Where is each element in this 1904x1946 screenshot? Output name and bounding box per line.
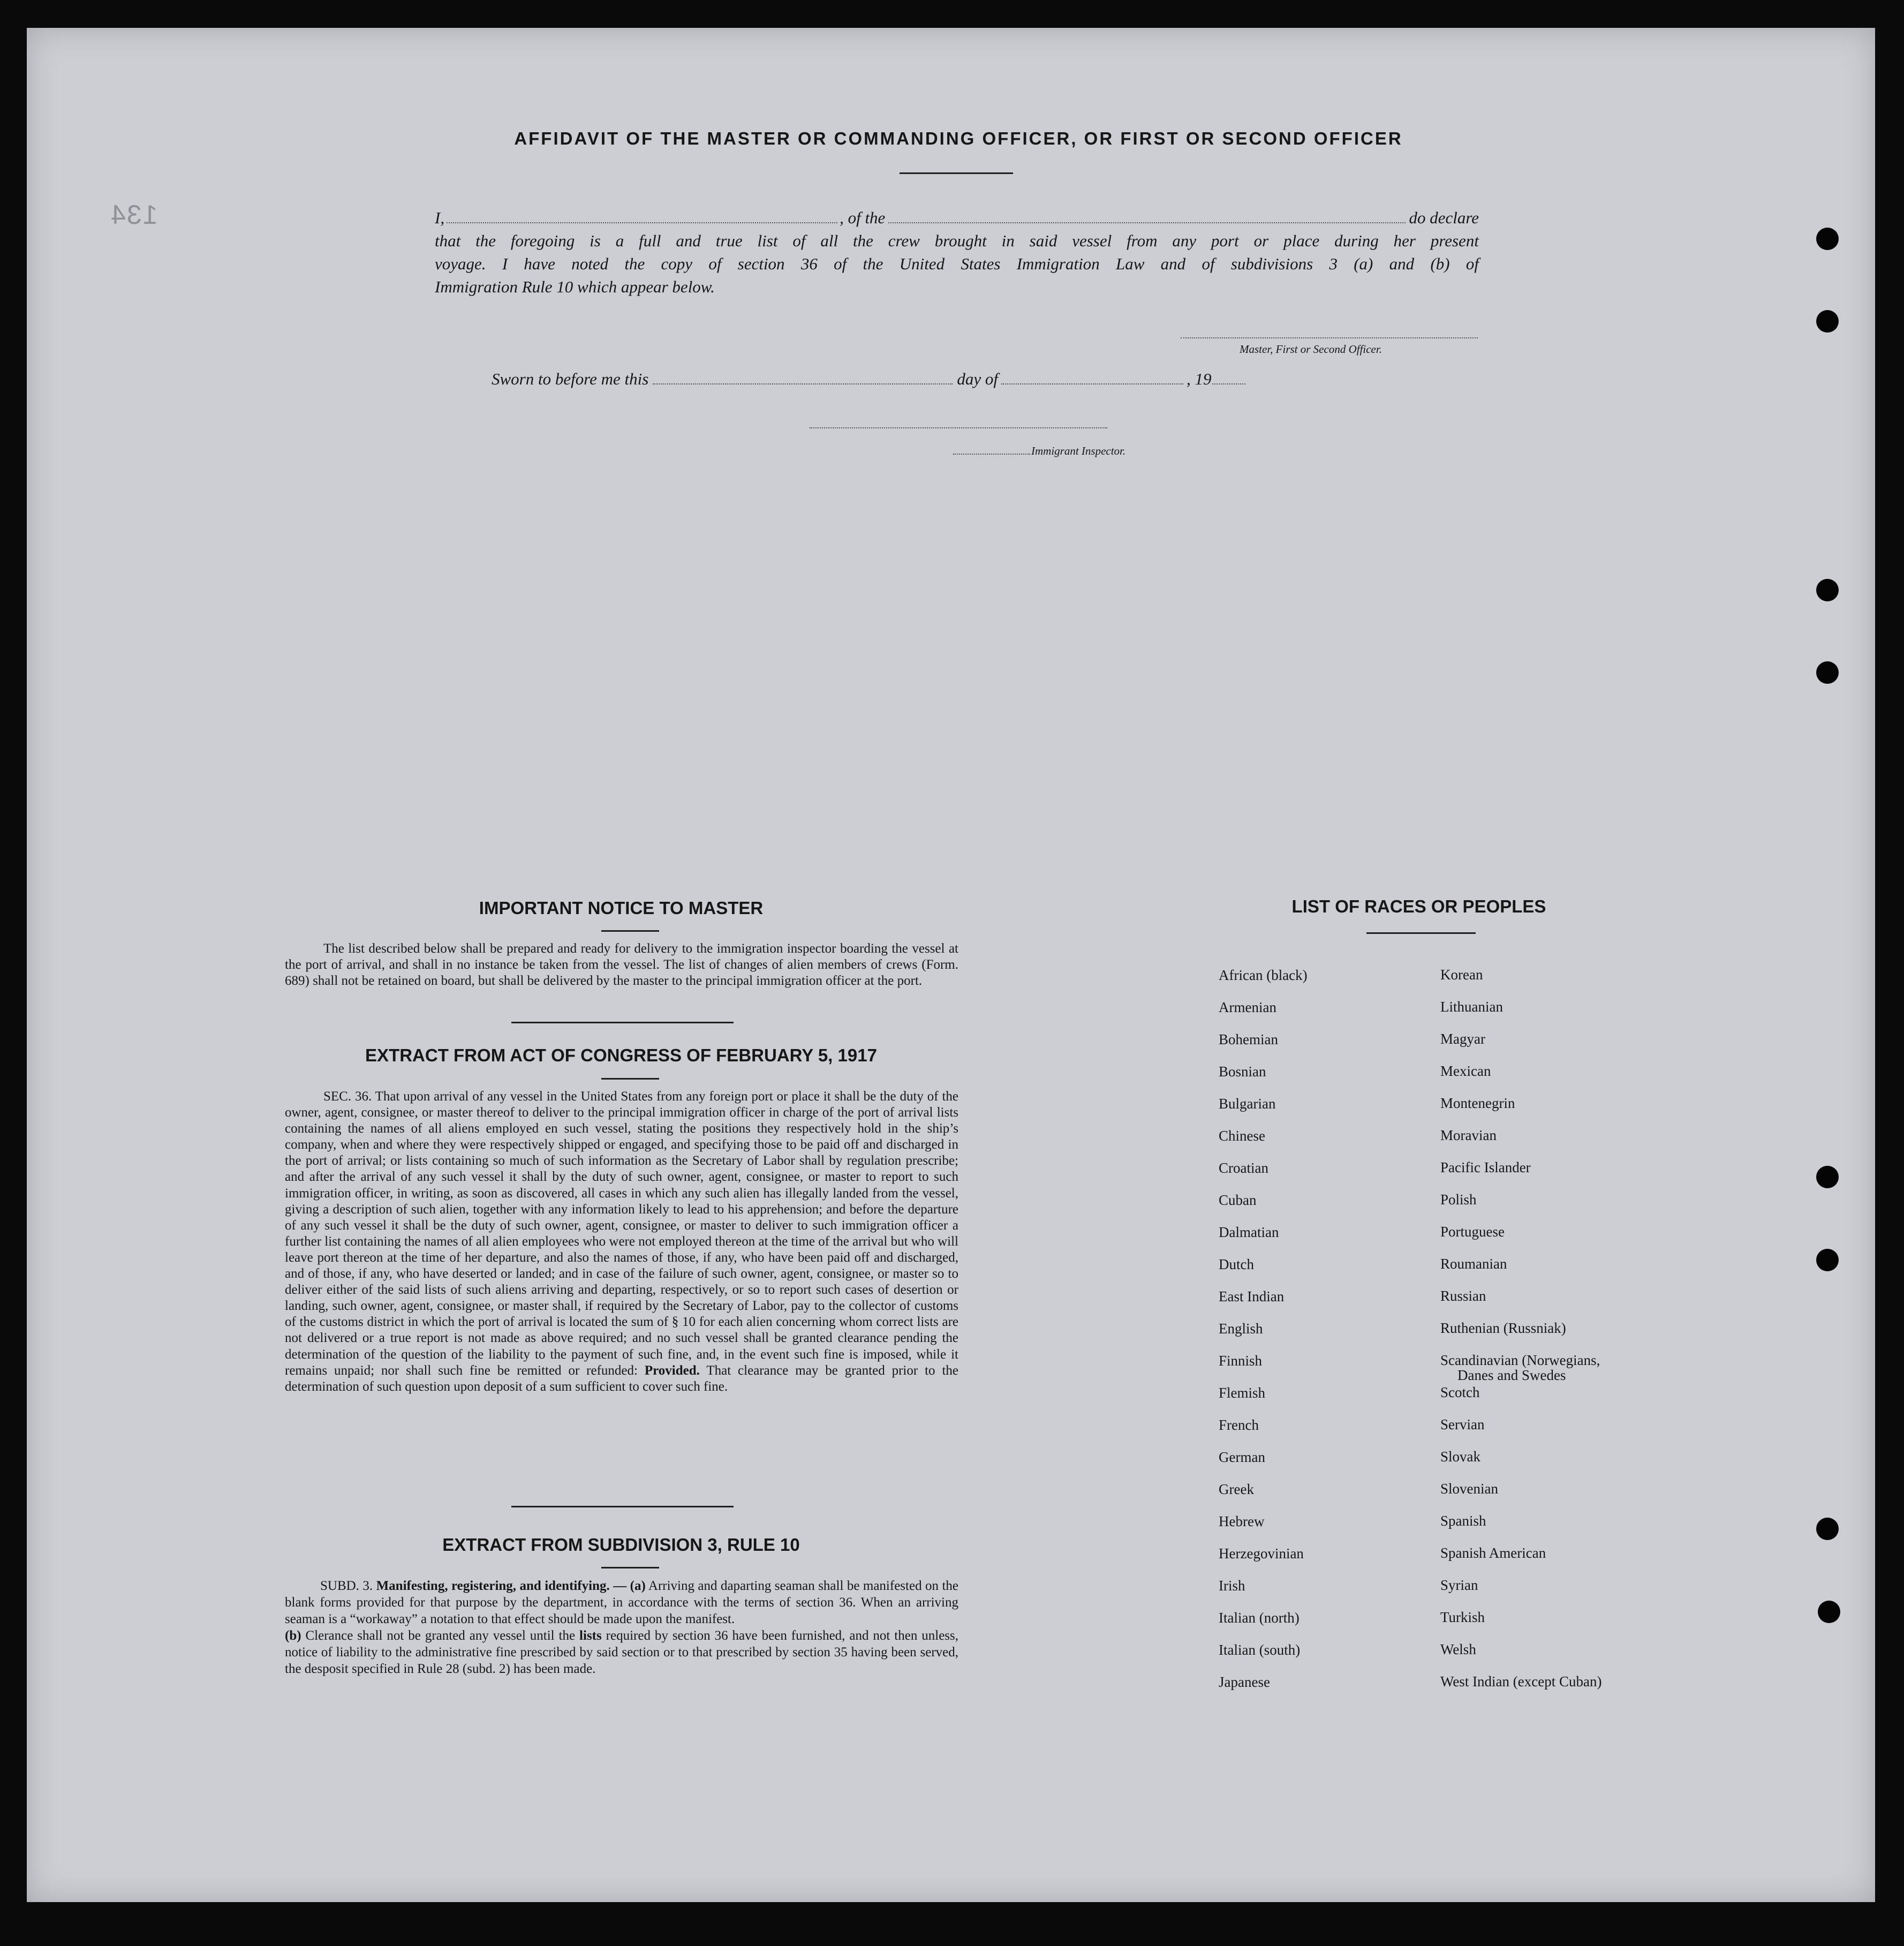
race-item: Irish (1219, 1578, 1245, 1594)
rule-subd-b (285, 1627, 958, 1677)
year-blank[interactable] (1212, 383, 1245, 384)
subd-b-text2: required by section 36 have been furnished, and not then unless, notice of liability to the administrative fine prescribed by said section or to that prescribed by section 35 having been served, the desposit specified in Rule 28 (subd. 2) has been made. (285, 1628, 959, 1676)
race-item: Croatian (1219, 1160, 1268, 1176)
race-item: African (black) (1219, 967, 1308, 983)
punch-hole (1816, 228, 1839, 250)
race-item: Turkish (1440, 1609, 1485, 1625)
race-item: Bulgarian (1219, 1096, 1276, 1112)
race-item: Montenegrin (1440, 1095, 1515, 1111)
affidavit-line3: voyage. I have noted the copy of section 36 of the United States Immigration Law and of subdivisions 3 (a) and (b) of (435, 254, 1479, 273)
punch-hole (1816, 1166, 1839, 1188)
subd-b-lists: lists (579, 1628, 602, 1643)
act-text-start: SEC. 36. That upon arrival of any vessel in the United States from any foreign port or place it shall be the duty of the owner, agent, consignee, or master thereof to deliver to the principal immigration officer in charge of the port of arrival lists containing the names of all aliens employed en such vessel, stating the positions they respectively hold in the ship’s company, when and where they were respectively shipped or engaged, and specifying those to be paid off and discharged in the port of arrival; or lists containing so much of such information as the Secretary of Labor shall by regulation prescribe; and after the arrival of any such vessel it shall by the duty of such owner, agent, consignee, or master to report to such immigration officer, in writing, as soon as discovered, all cases in which any such alien has illegally landed from the vessel, giving a description of such alien, together with any information likely to lead to his apprehension; and before the departure of any such vessel it shall be the duty of such owner, agent, consignee, or master to deliver to such immigration officer a further list containing the names of all alien employees who were not employed thereon at the time of the arrival but who will leave port thereon at the time of her departure, and also the names of those, if any, who have been paid off and discharged, and of those, if any, who have deserted or landed; and in case of the failure of such owner, agent, consignee, or master so to deliver either of the said lists of such aliens arriving and departing, respectively, or so to report such cases of desertion or landing, such owner, agent, consignee, or master shall, if required by the Secretary of Labor, pay to the collector of customs of the customs district in which the port of arrival is located the sum of § 10 for each alien concerning whom correct lists are not delivered or a true report is not made as above required; and no such vessel shall be granted clearance pending the determination of the question of the liability to the payment of such fine, and, in the event such fine is imposed, while it remains unpaid; nor shall such fine be remitted or refunded: (285, 1089, 958, 1378)
inspector-caption (953, 444, 1125, 458)
race-item: French (1219, 1417, 1259, 1433)
race-item: Bosnian (1219, 1063, 1266, 1080)
sworn-line (492, 369, 1245, 389)
race-item: Magyar (1440, 1031, 1485, 1047)
rule-subd-a (285, 1578, 958, 1627)
section-divider (511, 1506, 734, 1507)
race-item: Dalmatian (1219, 1224, 1279, 1240)
subd-a-text: Arriving and daparting seaman shall be manifested on the blank forms provided for that purpose by the department, in accordance with the terms of section 36. When an arriving seaman is a “workaway” a notation to that effect should be made upon the manifest. (285, 1579, 958, 1626)
race-item: Welsh (1440, 1641, 1476, 1657)
rule-body (285, 1578, 958, 1677)
race-item: Spanish American (1440, 1545, 1546, 1561)
race-item: Scandinavian (Norwegians, (1440, 1352, 1600, 1368)
subd-b-text1: Clerance shall not be granted any vessel until the (305, 1628, 576, 1643)
race-item: Roumanian (1440, 1256, 1507, 1272)
notice-title-rule (601, 930, 659, 932)
act-title: EXTRACT FROM ACT OF CONGRESS OF FEBRUARY 5, 1917 (365, 1045, 877, 1065)
punch-hole (1816, 310, 1839, 333)
subd-heading: Manifesting, registering, and identifying. (376, 1579, 610, 1593)
day-blank[interactable] (653, 383, 953, 384)
race-item: West Indian (except Cuban) (1440, 1673, 1602, 1689)
subd-b-label: (b) (285, 1628, 301, 1643)
margin-numeral: 134 (110, 200, 158, 230)
race-item: Servian (1440, 1416, 1485, 1432)
act-title-rule (601, 1078, 659, 1080)
race-item: Mexican (1440, 1063, 1491, 1079)
punch-hole (1816, 1249, 1839, 1271)
race-item: Polish (1440, 1191, 1477, 1208)
races-left-column (1219, 967, 1422, 1706)
race-item: Chinese (1219, 1128, 1265, 1144)
vessel-blank[interactable] (888, 222, 1406, 223)
race-item: Slovenian (1440, 1481, 1498, 1497)
race-item: Italian (south) (1219, 1642, 1301, 1658)
sworn-year: , 19 (1186, 369, 1212, 388)
subd-a-label: (a) (630, 1579, 646, 1593)
rule-title-rule (601, 1567, 659, 1568)
race-item: Russian (1440, 1288, 1486, 1304)
subd-label: SUBD. 3. (320, 1579, 373, 1593)
punch-hole (1816, 1518, 1839, 1540)
affidavit-of: , of the (840, 208, 886, 227)
month-blank[interactable] (1001, 383, 1183, 384)
race-item: Slovak (1440, 1449, 1481, 1465)
race-item: Ruthenian (Russniak) (1440, 1320, 1566, 1336)
notice-title: IMPORTANT NOTICE TO MASTER (479, 898, 764, 918)
race-item: Spanish (1440, 1513, 1486, 1529)
race-item: Danes and Swedes (1457, 1367, 1566, 1383)
races-right-column (1440, 967, 1665, 1706)
inspector-caption-lead (953, 454, 1030, 455)
name-blank[interactable] (447, 222, 837, 223)
race-item: Pacific Islander (1440, 1159, 1531, 1175)
race-item: Italian (north) (1219, 1610, 1299, 1626)
race-item: East Indian (1219, 1288, 1285, 1304)
races-title: LIST OF RACES OR PEOPLES (1291, 896, 1546, 916)
race-item: Cuban (1219, 1192, 1257, 1208)
race-item: Portuguese (1440, 1224, 1505, 1240)
race-item: Greek (1219, 1481, 1254, 1497)
race-item: Dutch (1219, 1256, 1254, 1272)
rule-title: EXTRACT FROM SUBDIVISION 3, RULE 10 (442, 1535, 800, 1555)
affidavit-title: AFFIDAVIT OF THE MASTER OR COMMANDING OFFICER, OR FIRST OR SECOND OFFICER (514, 129, 1403, 148)
race-item: Bohemian (1219, 1031, 1278, 1047)
notice-body (285, 941, 958, 989)
race-item: German (1219, 1449, 1265, 1465)
sworn-day: day of (957, 369, 998, 388)
sworn-prefix: Sworn to before me this (492, 369, 649, 388)
race-item: Moravian (1440, 1127, 1497, 1143)
act-body (285, 1089, 958, 1395)
punch-hole (1818, 1601, 1840, 1623)
races-title-rule (1366, 932, 1476, 934)
race-item: Herzegovinian (1219, 1545, 1304, 1562)
race-item: Scotch (1440, 1384, 1480, 1400)
affidavit-title-rule (900, 172, 1013, 174)
race-item: Syrian (1440, 1577, 1478, 1593)
race-item: Japanese (1219, 1674, 1270, 1690)
officer-caption: Master, First or Second Officer. (1240, 343, 1382, 356)
officer-signature-line[interactable] (1181, 337, 1478, 338)
inspector-signature-line[interactable] (810, 427, 1107, 428)
affidavit-statement (435, 206, 1479, 298)
race-item: Flemish (1219, 1385, 1266, 1401)
race-item: Lithuanian (1440, 999, 1503, 1015)
act-provided: Provided. (644, 1363, 700, 1378)
subd-dash: — (613, 1579, 627, 1593)
section-divider (511, 1022, 734, 1023)
inspector-caption-text: Immigrant Inspector. (1031, 444, 1126, 457)
race-item: Korean (1440, 967, 1483, 983)
race-item: Armenian (1219, 999, 1276, 1015)
notice-text: The list described below shall be prepared and ready for delivery to the immigration inspector boarding the vessel at the port of arrival, and shall in no instance be taken from the vessel. The list of changes of alien members of crews (Form. 689) shall not be retained on board, but shall be delivered by the master to the principal immigration officer at the port. (285, 941, 958, 988)
affidavit-line2: that the foregoing is a full and true list of all the crew brought in said vessel from any port or place during her present (435, 231, 1479, 250)
punch-hole (1816, 661, 1839, 684)
race-item: Finnish (1219, 1353, 1263, 1369)
race-item: English (1219, 1321, 1263, 1337)
punch-hole (1816, 579, 1839, 601)
affidavit-line4: Immigration Rule 10 which appear below. (435, 277, 715, 296)
affidavit-declare: do declare (1409, 208, 1479, 227)
affidavit-i: I, (435, 208, 445, 227)
race-item: Hebrew (1219, 1513, 1265, 1529)
act-text-end: That clearance may be granted prior to the determination of such question upon deposit of a sum sufficient to cover such fine. (285, 1363, 958, 1394)
